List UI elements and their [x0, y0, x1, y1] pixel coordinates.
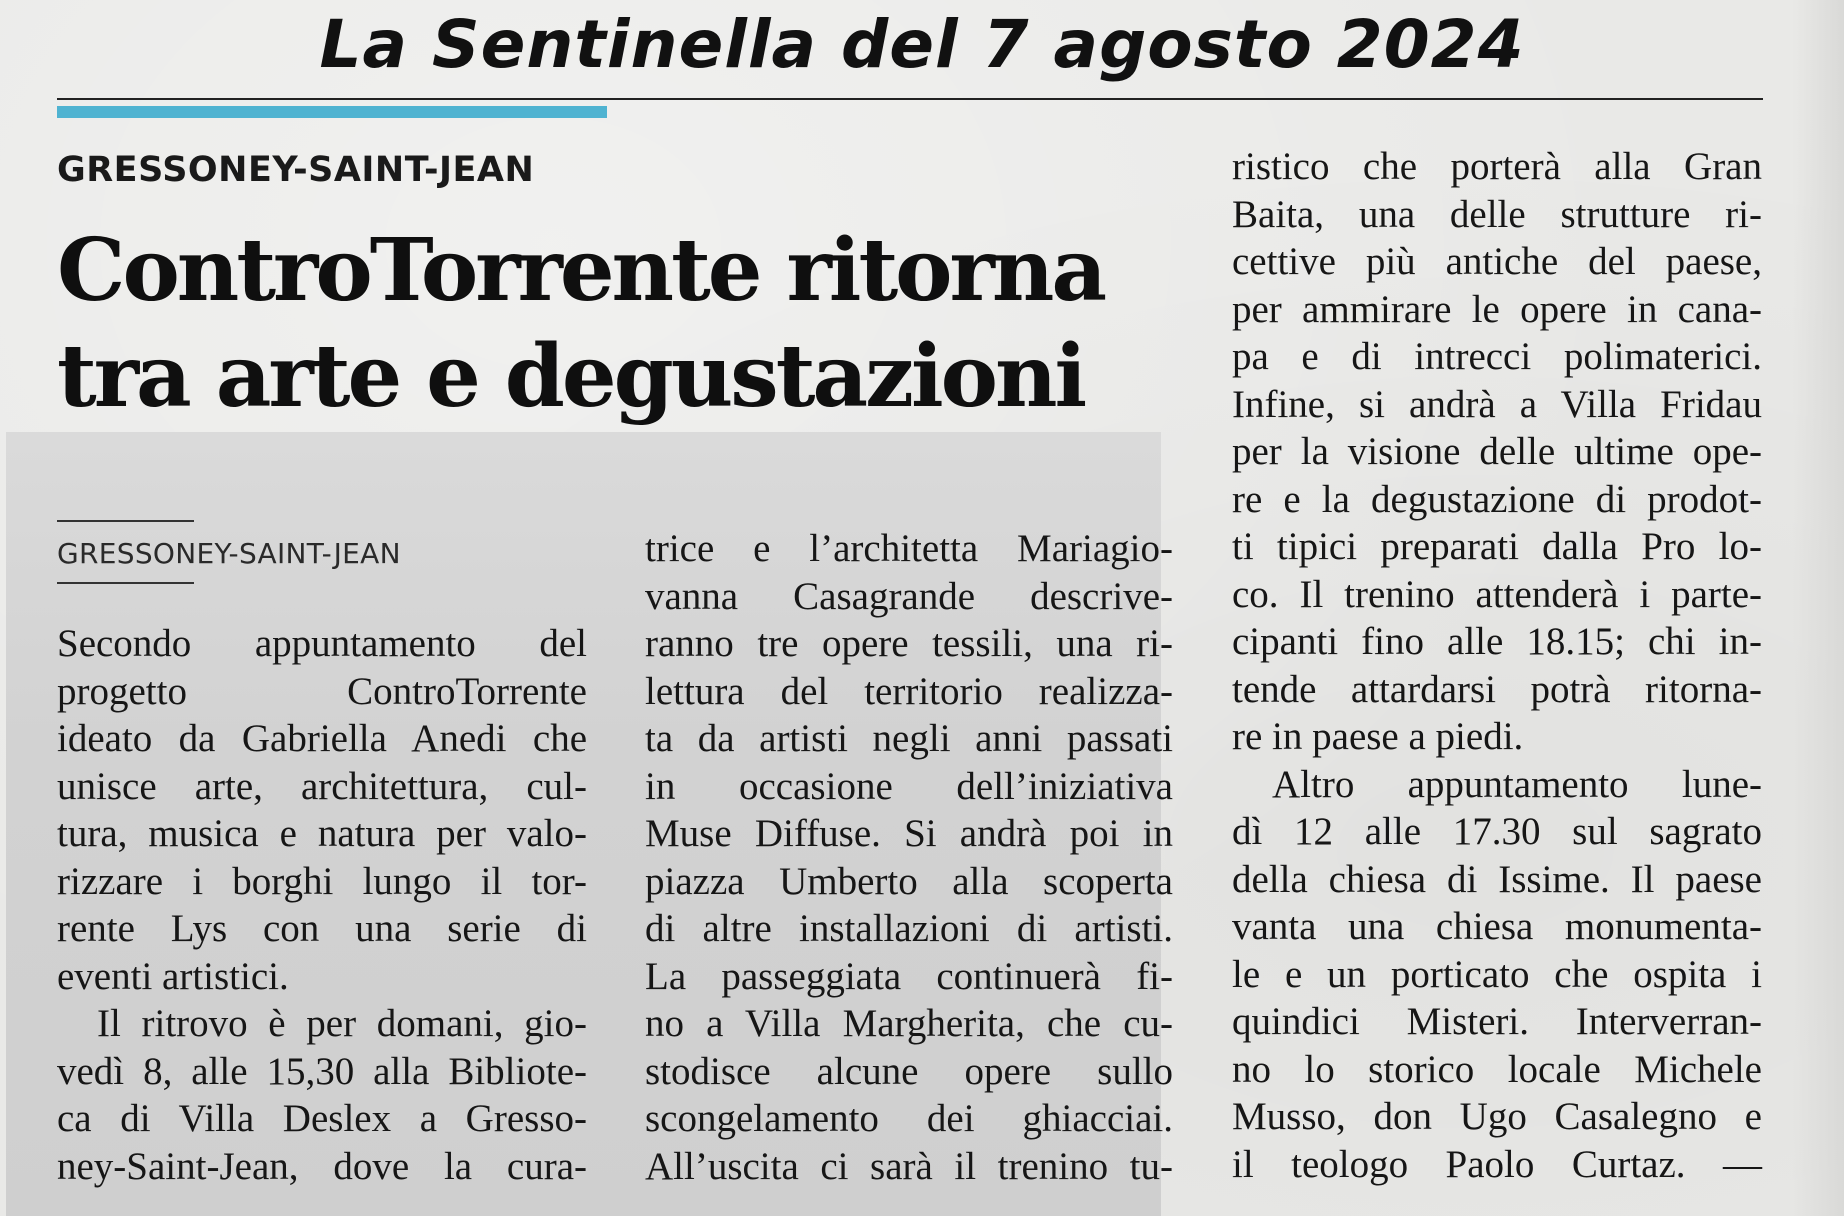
- headline-line-2: tra arte e degustazioni: [57, 326, 1085, 427]
- text-line: Il ritrovo è per domani, gio-: [97, 1002, 587, 1045]
- title-underline: [57, 98, 1763, 100]
- text-line: ta da artisti negli anni passati: [645, 717, 1173, 760]
- text-line: scongelamento dei ghiacciai.: [645, 1097, 1173, 1140]
- text-line: cettive più antiche del paese,: [1232, 240, 1762, 283]
- text-line: re in paese a piedi.: [1232, 715, 1524, 758]
- text-line: unisce arte, architettura, cul-: [57, 764, 587, 808]
- text-line: no a Villa Margherita, che cu-: [645, 1002, 1173, 1045]
- text-line: Infine, si andrà a Villa Fridau: [1232, 382, 1762, 426]
- text-line: La passeggiata continuerà fi-: [645, 954, 1173, 998]
- text-line: piazza Umberto alla scoperta: [645, 859, 1173, 903]
- dateline-rule-top: [57, 520, 194, 522]
- text-line: All’uscita ci sarà il trenino tu-: [645, 1144, 1173, 1188]
- headline-line-1: ControTorrente ritorna: [57, 220, 1105, 321]
- text-line: no lo storico locale Michele: [1232, 1047, 1762, 1091]
- text-line: per ammirare le opere in cana-: [1232, 287, 1762, 331]
- text-line: progetto ControTorrente: [57, 669, 587, 713]
- text-line: ristico che porterà alla Gran: [1232, 145, 1762, 188]
- article-column-3: [1232, 143, 1762, 1188]
- text-line: rente Lys con una serie di: [57, 907, 587, 950]
- page-edge-shadow: [1792, 0, 1844, 1216]
- text-line: trice e l’architetta Mariagio-: [645, 527, 1173, 570]
- article-headline: [57, 218, 1177, 430]
- text-line: per la visione delle ultime ope-: [1232, 430, 1762, 473]
- text-line: ranno tre opere tessili, una ri-: [645, 622, 1173, 665]
- text-line: dì 12 alle 17.30 sul sagrato: [1232, 810, 1762, 853]
- text-line: il teologo Paolo Curtaz. —: [1232, 1142, 1762, 1186]
- text-line: Secondo appuntamento del: [57, 622, 587, 665]
- text-line: tende attardarsi potrà ritorna-: [1232, 667, 1762, 711]
- text-line: ideato da Gabriella Anedi che: [57, 717, 587, 760]
- text-line: cipanti fino alle 18.15; chi in-: [1232, 620, 1762, 663]
- text-line: rizzare i borghi lungo il tor-: [57, 859, 587, 903]
- section-accent-bar: [57, 106, 607, 118]
- text-line: della chiesa di Issime. Il paese: [1232, 857, 1762, 901]
- text-line: ti tipici preparati dalla Pro lo-: [1232, 525, 1762, 568]
- article-column-2: [645, 525, 1173, 1190]
- text-line: pa e di intrecci polimaterici.: [1232, 335, 1762, 378]
- text-line: le e un porticato che ospita i: [1232, 952, 1762, 996]
- dateline-rule-bottom: [57, 582, 194, 584]
- text-line: ney-Saint-Jean, dove la cura-: [57, 1144, 587, 1188]
- text-line: quindici Misteri. Interverran-: [1232, 1000, 1762, 1043]
- section-kicker: GRESSONEY-SAINT-JEAN: [57, 150, 535, 190]
- text-line: vedì 8, alle 15,30 alla Bibliote-: [57, 1049, 587, 1093]
- text-line: tura, musica e natura per valo-: [57, 812, 587, 855]
- source-title: La Sentinella del 7 agosto 2024: [319, 6, 1525, 83]
- text-line: in occasione dell’iniziativa: [645, 764, 1173, 808]
- text-line: ca di Villa Deslex a Gresso-: [57, 1097, 587, 1140]
- text-line: co. Il trenino attenderà i parte-: [1232, 572, 1762, 616]
- article-column-1: [57, 620, 587, 1190]
- text-line: Baita, una delle strutture ri-: [1232, 192, 1762, 236]
- text-line: vanta una chiesa monumenta-: [1232, 905, 1762, 948]
- text-line: Musso, don Ugo Casalegno e: [1232, 1095, 1762, 1138]
- text-line: lettura del territorio realizza-: [645, 669, 1173, 713]
- text-line: Muse Diffuse. Si andrà poi in: [645, 812, 1173, 855]
- text-line: stodisce alcune opere sullo: [645, 1049, 1173, 1093]
- article-dateline: GRESSONEY-SAINT-JEAN: [57, 537, 401, 570]
- text-line: re e la degustazione di prodot-: [1232, 477, 1762, 521]
- text-line: Altro appuntamento lune-: [1272, 762, 1762, 806]
- text-line: di altre installazioni di artisti.: [645, 907, 1173, 950]
- text-line: eventi artistici.: [57, 954, 289, 998]
- text-line: vanna Casagrande descrive-: [645, 574, 1173, 618]
